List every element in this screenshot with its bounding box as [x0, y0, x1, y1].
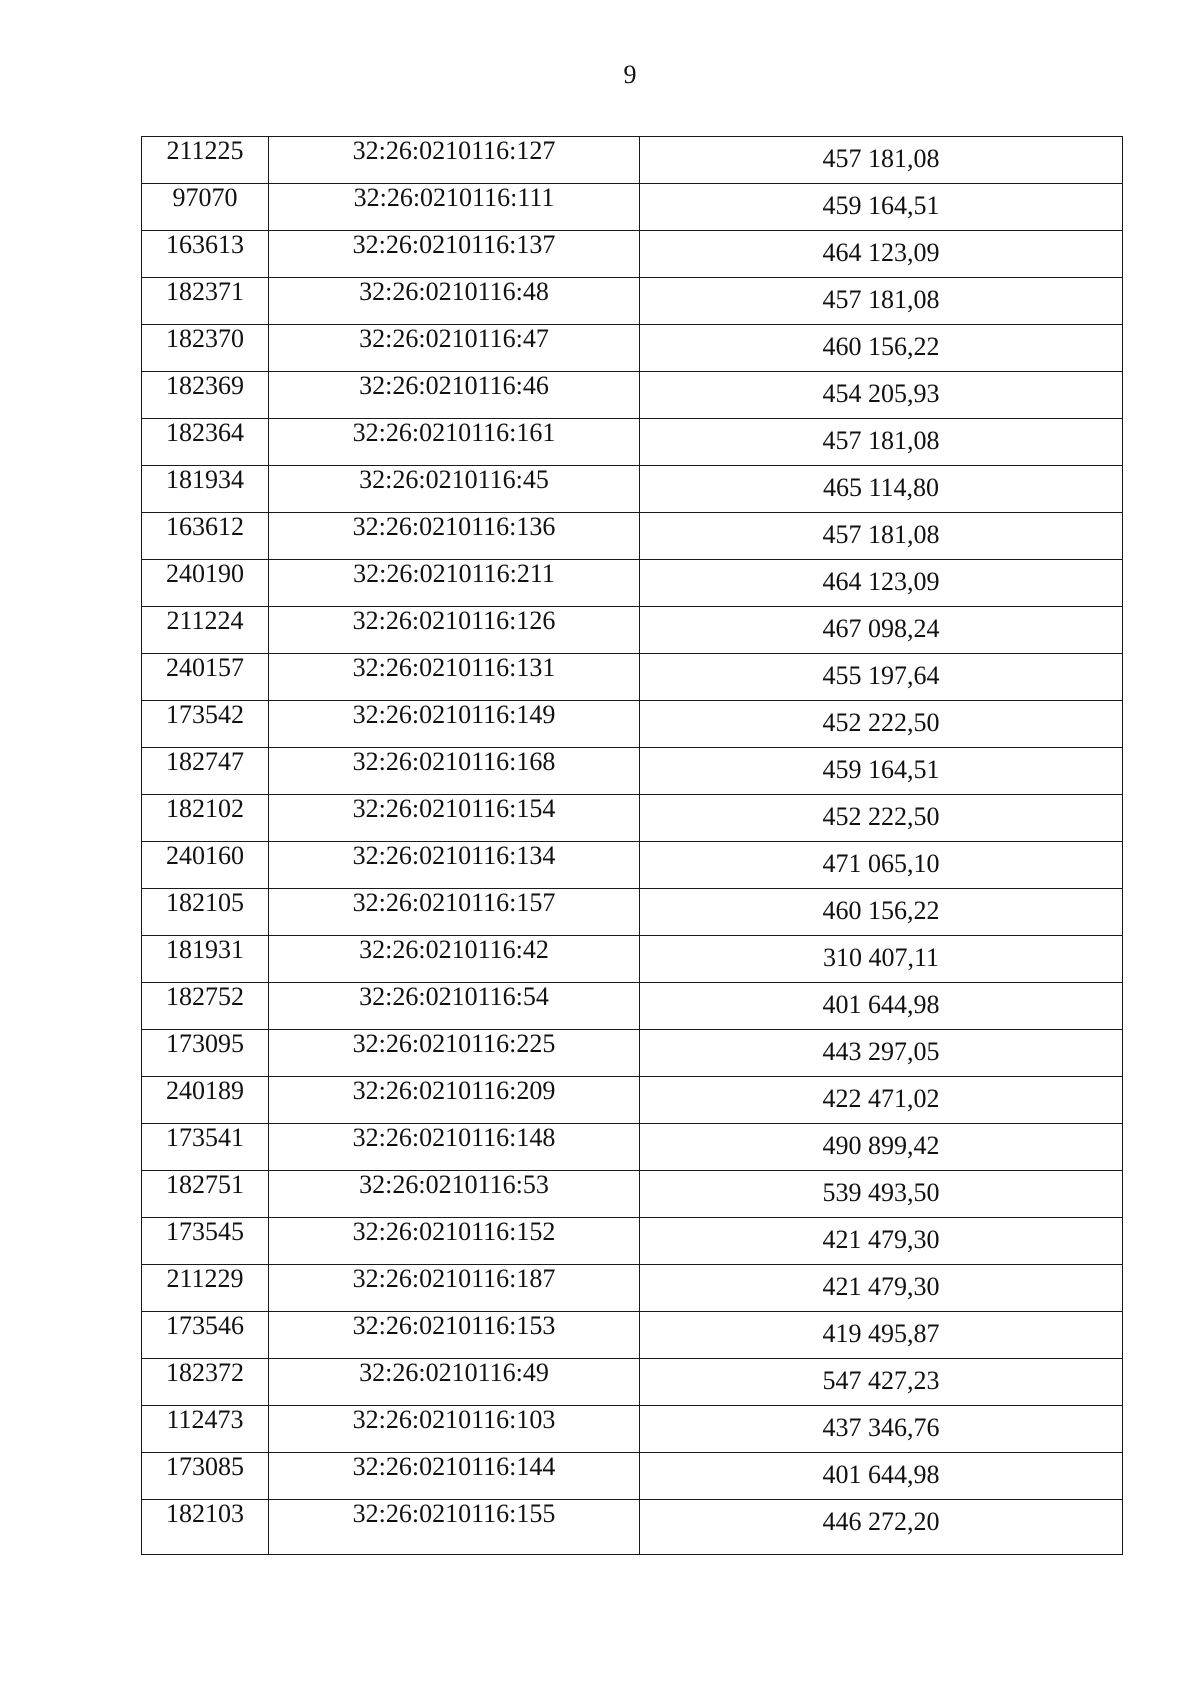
row-id-cell-text: 182364 — [166, 418, 244, 447]
row-id-cell-text: 163612 — [166, 512, 244, 541]
cadastral-number-cell — [269, 137, 640, 184]
row-id-cell-text: 112473 — [166, 1405, 244, 1434]
row-id-cell-text: 181931 — [166, 935, 244, 964]
value-cell — [640, 983, 1123, 1030]
cadastral-number-cell-text: 32:26:0210116:127 — [352, 136, 556, 165]
row-id-cell — [142, 419, 269, 466]
parcel-table — [141, 136, 1123, 1555]
cadastral-number-cell-text: 32:26:0210116:47 — [359, 324, 549, 353]
cadastral-number-cell-text: 32:26:0210116:161 — [352, 418, 556, 447]
row-id-cell — [142, 137, 269, 184]
cadastral-number-cell-text: 32:26:0210116:103 — [352, 1405, 556, 1434]
cadastral-number-cell — [269, 513, 640, 560]
value-cell-text: 490 899,42 — [822, 1131, 940, 1160]
value-cell — [640, 466, 1123, 513]
row-id-cell — [142, 701, 269, 748]
cadastral-number-cell-text: 32:26:0210116:48 — [359, 277, 549, 306]
value-cell — [640, 1218, 1123, 1265]
row-id-cell — [142, 1453, 269, 1500]
cadastral-number-cell — [269, 748, 640, 795]
table-row — [142, 513, 1123, 560]
cadastral-number-cell — [269, 889, 640, 936]
cadastral-number-cell — [269, 1218, 640, 1265]
cadastral-number-cell-text: 32:26:0210116:168 — [352, 747, 556, 776]
cadastral-number-cell — [269, 795, 640, 842]
value-cell-text: 446 272,20 — [822, 1507, 940, 1536]
cadastral-number-cell-text: 32:26:0210116:154 — [352, 794, 556, 823]
table-row — [142, 748, 1123, 795]
cadastral-number-cell-text: 32:26:0210116:144 — [352, 1452, 556, 1481]
cadastral-number-cell — [269, 278, 640, 325]
cadastral-number-cell — [269, 1312, 640, 1359]
value-cell — [640, 278, 1123, 325]
row-id-cell-text: 240190 — [166, 559, 244, 588]
cadastral-number-cell — [269, 325, 640, 372]
cadastral-number-cell — [269, 842, 640, 889]
cadastral-number-cell-text: 32:26:0210116:157 — [352, 888, 556, 917]
value-cell-text: 464 123,09 — [822, 567, 940, 596]
row-id-cell — [142, 1171, 269, 1218]
value-cell — [640, 1359, 1123, 1406]
value-cell-text: 457 181,08 — [822, 426, 940, 455]
cadastral-number-cell — [269, 1124, 640, 1171]
value-cell — [640, 1265, 1123, 1312]
parcel-table-body — [142, 137, 1123, 1555]
row-id-cell — [142, 1077, 269, 1124]
row-id-cell — [142, 325, 269, 372]
row-id-cell-text: 240160 — [166, 841, 244, 870]
page-number: 9 — [623, 60, 637, 89]
row-id-cell — [142, 936, 269, 983]
row-id-cell — [142, 1218, 269, 1265]
row-id-cell — [142, 1359, 269, 1406]
value-cell — [640, 372, 1123, 419]
table-row — [142, 1265, 1123, 1312]
row-id-cell-text: 182747 — [166, 747, 244, 776]
cadastral-number-cell — [269, 607, 640, 654]
cadastral-number-cell-text: 32:26:0210116:54 — [359, 982, 549, 1011]
table-row — [142, 184, 1123, 231]
value-cell-text: 421 479,30 — [822, 1225, 940, 1254]
value-cell — [640, 1124, 1123, 1171]
value-cell — [640, 748, 1123, 795]
value-cell-text: 454 205,93 — [822, 379, 940, 408]
value-cell — [640, 936, 1123, 983]
value-cell — [640, 842, 1123, 889]
value-cell — [640, 701, 1123, 748]
value-cell-text: 457 181,08 — [822, 144, 940, 173]
table-row — [142, 466, 1123, 513]
table-row — [142, 1218, 1123, 1265]
cadastral-number-cell-text: 32:26:0210116:49 — [359, 1358, 549, 1387]
row-id-cell-text: 211225 — [166, 136, 244, 165]
cadastral-number-cell — [269, 466, 640, 513]
table-row — [142, 1406, 1123, 1453]
row-id-cell — [142, 1265, 269, 1312]
row-id-cell — [142, 466, 269, 513]
cadastral-number-cell — [269, 1500, 640, 1555]
table-row — [142, 936, 1123, 983]
value-cell — [640, 1171, 1123, 1218]
row-id-cell — [142, 184, 269, 231]
row-id-cell-text: 173545 — [166, 1217, 244, 1246]
row-id-cell — [142, 654, 269, 701]
row-id-cell — [142, 513, 269, 560]
row-id-cell — [142, 372, 269, 419]
cadastral-number-cell — [269, 701, 640, 748]
row-id-cell-text: 173095 — [166, 1029, 244, 1058]
cadastral-number-cell — [269, 560, 640, 607]
value-cell-text: 401 644,98 — [822, 990, 940, 1019]
value-cell-text: 443 297,05 — [822, 1037, 940, 1066]
cadastral-number-cell-text: 32:26:0210116:148 — [352, 1123, 556, 1152]
row-id-cell — [142, 1406, 269, 1453]
row-id-cell-text: 163613 — [166, 230, 244, 259]
cadastral-number-cell — [269, 1406, 640, 1453]
cadastral-number-cell-text: 32:26:0210116:211 — [353, 559, 555, 588]
value-cell-text: 471 065,10 — [822, 849, 940, 878]
cadastral-number-cell-text: 32:26:0210116:149 — [352, 700, 556, 729]
value-cell-text: 460 156,22 — [822, 896, 940, 925]
cadastral-number-cell — [269, 372, 640, 419]
row-id-cell-text: 240189 — [166, 1076, 244, 1105]
cadastral-number-cell — [269, 1171, 640, 1218]
value-cell — [640, 325, 1123, 372]
cadastral-number-cell-text: 32:26:0210116:111 — [353, 183, 555, 212]
row-id-cell-text: 97070 — [172, 183, 238, 212]
value-cell — [640, 137, 1123, 184]
value-cell — [640, 1453, 1123, 1500]
row-id-cell — [142, 842, 269, 889]
value-cell-text: 401 644,98 — [822, 1460, 940, 1489]
value-cell-text: 455 197,64 — [822, 661, 940, 690]
cadastral-number-cell-text: 32:26:0210116:209 — [352, 1076, 556, 1105]
value-cell — [640, 889, 1123, 936]
value-cell — [640, 184, 1123, 231]
cadastral-number-cell — [269, 1077, 640, 1124]
row-id-cell-text: 182103 — [166, 1499, 244, 1528]
row-id-cell-text: 181934 — [166, 465, 244, 494]
row-id-cell — [142, 748, 269, 795]
cadastral-number-cell — [269, 654, 640, 701]
cadastral-number-cell-text: 32:26:0210116:136 — [352, 512, 556, 541]
table-row — [142, 372, 1123, 419]
cadastral-number-cell-text: 32:26:0210116:42 — [359, 935, 549, 964]
row-id-cell-text: 182752 — [166, 982, 244, 1011]
cadastral-number-cell-text: 32:26:0210116:131 — [352, 653, 556, 682]
value-cell — [640, 654, 1123, 701]
row-id-cell-text: 182371 — [166, 277, 244, 306]
cadastral-number-cell-text: 32:26:0210116:225 — [352, 1029, 556, 1058]
row-id-cell-text: 173546 — [166, 1311, 244, 1340]
cadastral-number-cell-text: 32:26:0210116:152 — [352, 1217, 556, 1246]
row-id-cell-text: 182105 — [166, 888, 244, 917]
cadastral-number-cell — [269, 419, 640, 466]
cadastral-number-cell-text: 32:26:0210116:153 — [352, 1311, 556, 1340]
value-cell-text: 457 181,08 — [822, 520, 940, 549]
cadastral-number-cell-text: 32:26:0210116:46 — [359, 371, 549, 400]
cadastral-number-cell-text: 32:26:0210116:137 — [352, 230, 556, 259]
table-row — [142, 701, 1123, 748]
table-row — [142, 137, 1123, 184]
table-row — [142, 983, 1123, 1030]
row-id-cell-text: 240157 — [166, 653, 244, 682]
value-cell — [640, 1077, 1123, 1124]
row-id-cell — [142, 795, 269, 842]
table-row — [142, 231, 1123, 278]
value-cell-text: 422 471,02 — [822, 1084, 940, 1113]
row-id-cell — [142, 231, 269, 278]
cadastral-number-cell — [269, 231, 640, 278]
table-row — [142, 1359, 1123, 1406]
row-id-cell-text: 182372 — [166, 1358, 244, 1387]
table-row — [142, 560, 1123, 607]
table-row — [142, 607, 1123, 654]
table-row — [142, 1171, 1123, 1218]
row-id-cell — [142, 278, 269, 325]
cadastral-number-cell — [269, 1265, 640, 1312]
row-id-cell-text: 182751 — [166, 1170, 244, 1199]
value-cell — [640, 1406, 1123, 1453]
cadastral-number-cell-text: 32:26:0210116:155 — [352, 1499, 556, 1528]
row-id-cell-text: 182369 — [166, 371, 244, 400]
cadastral-number-cell — [269, 1453, 640, 1500]
value-cell-text: 452 222,50 — [822, 802, 940, 831]
value-cell-text: 465 114,80 — [822, 473, 940, 502]
value-cell-text: 464 123,09 — [822, 238, 940, 267]
row-id-cell-text: 211224 — [166, 606, 244, 635]
value-cell — [640, 419, 1123, 466]
cadastral-number-cell — [269, 1030, 640, 1077]
table-row — [142, 1312, 1123, 1359]
value-cell — [640, 1500, 1123, 1555]
table-row — [142, 419, 1123, 466]
row-id-cell — [142, 607, 269, 654]
row-id-cell — [142, 560, 269, 607]
cadastral-number-cell-text: 32:26:0210116:126 — [352, 606, 556, 635]
table-row — [142, 842, 1123, 889]
table-row — [142, 1030, 1123, 1077]
cadastral-number-cell-text: 32:26:0210116:187 — [352, 1264, 556, 1293]
row-id-cell-text: 182370 — [166, 324, 244, 353]
value-cell-text: 459 164,51 — [822, 755, 940, 784]
row-id-cell — [142, 1124, 269, 1171]
cadastral-number-cell — [269, 983, 640, 1030]
value-cell-text: 539 493,50 — [822, 1178, 940, 1207]
row-id-cell — [142, 1312, 269, 1359]
value-cell-text: 467 098,24 — [822, 614, 940, 643]
value-cell-text: 460 156,22 — [822, 332, 940, 361]
row-id-cell — [142, 1500, 269, 1555]
row-id-cell-text: 182102 — [166, 794, 244, 823]
row-id-cell-text: 173085 — [166, 1452, 244, 1481]
table-row — [142, 1124, 1123, 1171]
cadastral-number-cell — [269, 1359, 640, 1406]
value-cell — [640, 607, 1123, 654]
value-cell — [640, 560, 1123, 607]
table-row — [142, 654, 1123, 701]
table-row — [142, 795, 1123, 842]
value-cell-text: 547 427,23 — [822, 1366, 940, 1395]
table-row — [142, 325, 1123, 372]
cadastral-number-cell-text: 32:26:0210116:134 — [352, 841, 556, 870]
cadastral-number-cell — [269, 184, 640, 231]
row-id-cell — [142, 1030, 269, 1077]
row-id-cell-text: 173542 — [166, 700, 244, 729]
value-cell-text: 437 346,76 — [822, 1413, 940, 1442]
value-cell — [640, 513, 1123, 560]
table-row — [142, 1500, 1123, 1555]
value-cell-text: 421 479,30 — [822, 1272, 940, 1301]
value-cell — [640, 231, 1123, 278]
row-id-cell — [142, 983, 269, 1030]
value-cell-text: 419 495,87 — [822, 1319, 940, 1348]
table-row — [142, 278, 1123, 325]
table-row — [142, 1453, 1123, 1500]
cadastral-number-cell — [269, 936, 640, 983]
row-id-cell — [142, 889, 269, 936]
cadastral-number-cell-text: 32:26:0210116:53 — [359, 1170, 549, 1199]
table-row — [142, 889, 1123, 936]
value-cell-text: 310 407,11 — [822, 943, 940, 972]
value-cell-text: 457 181,08 — [822, 285, 940, 314]
value-cell — [640, 1312, 1123, 1359]
table-row — [142, 1077, 1123, 1124]
value-cell — [640, 1030, 1123, 1077]
row-id-cell-text: 211229 — [166, 1264, 244, 1293]
value-cell-text: 459 164,51 — [822, 191, 940, 220]
row-id-cell-text: 173541 — [166, 1123, 244, 1152]
value-cell-text: 452 222,50 — [822, 708, 940, 737]
cadastral-number-cell-text: 32:26:0210116:45 — [359, 465, 549, 494]
value-cell — [640, 795, 1123, 842]
